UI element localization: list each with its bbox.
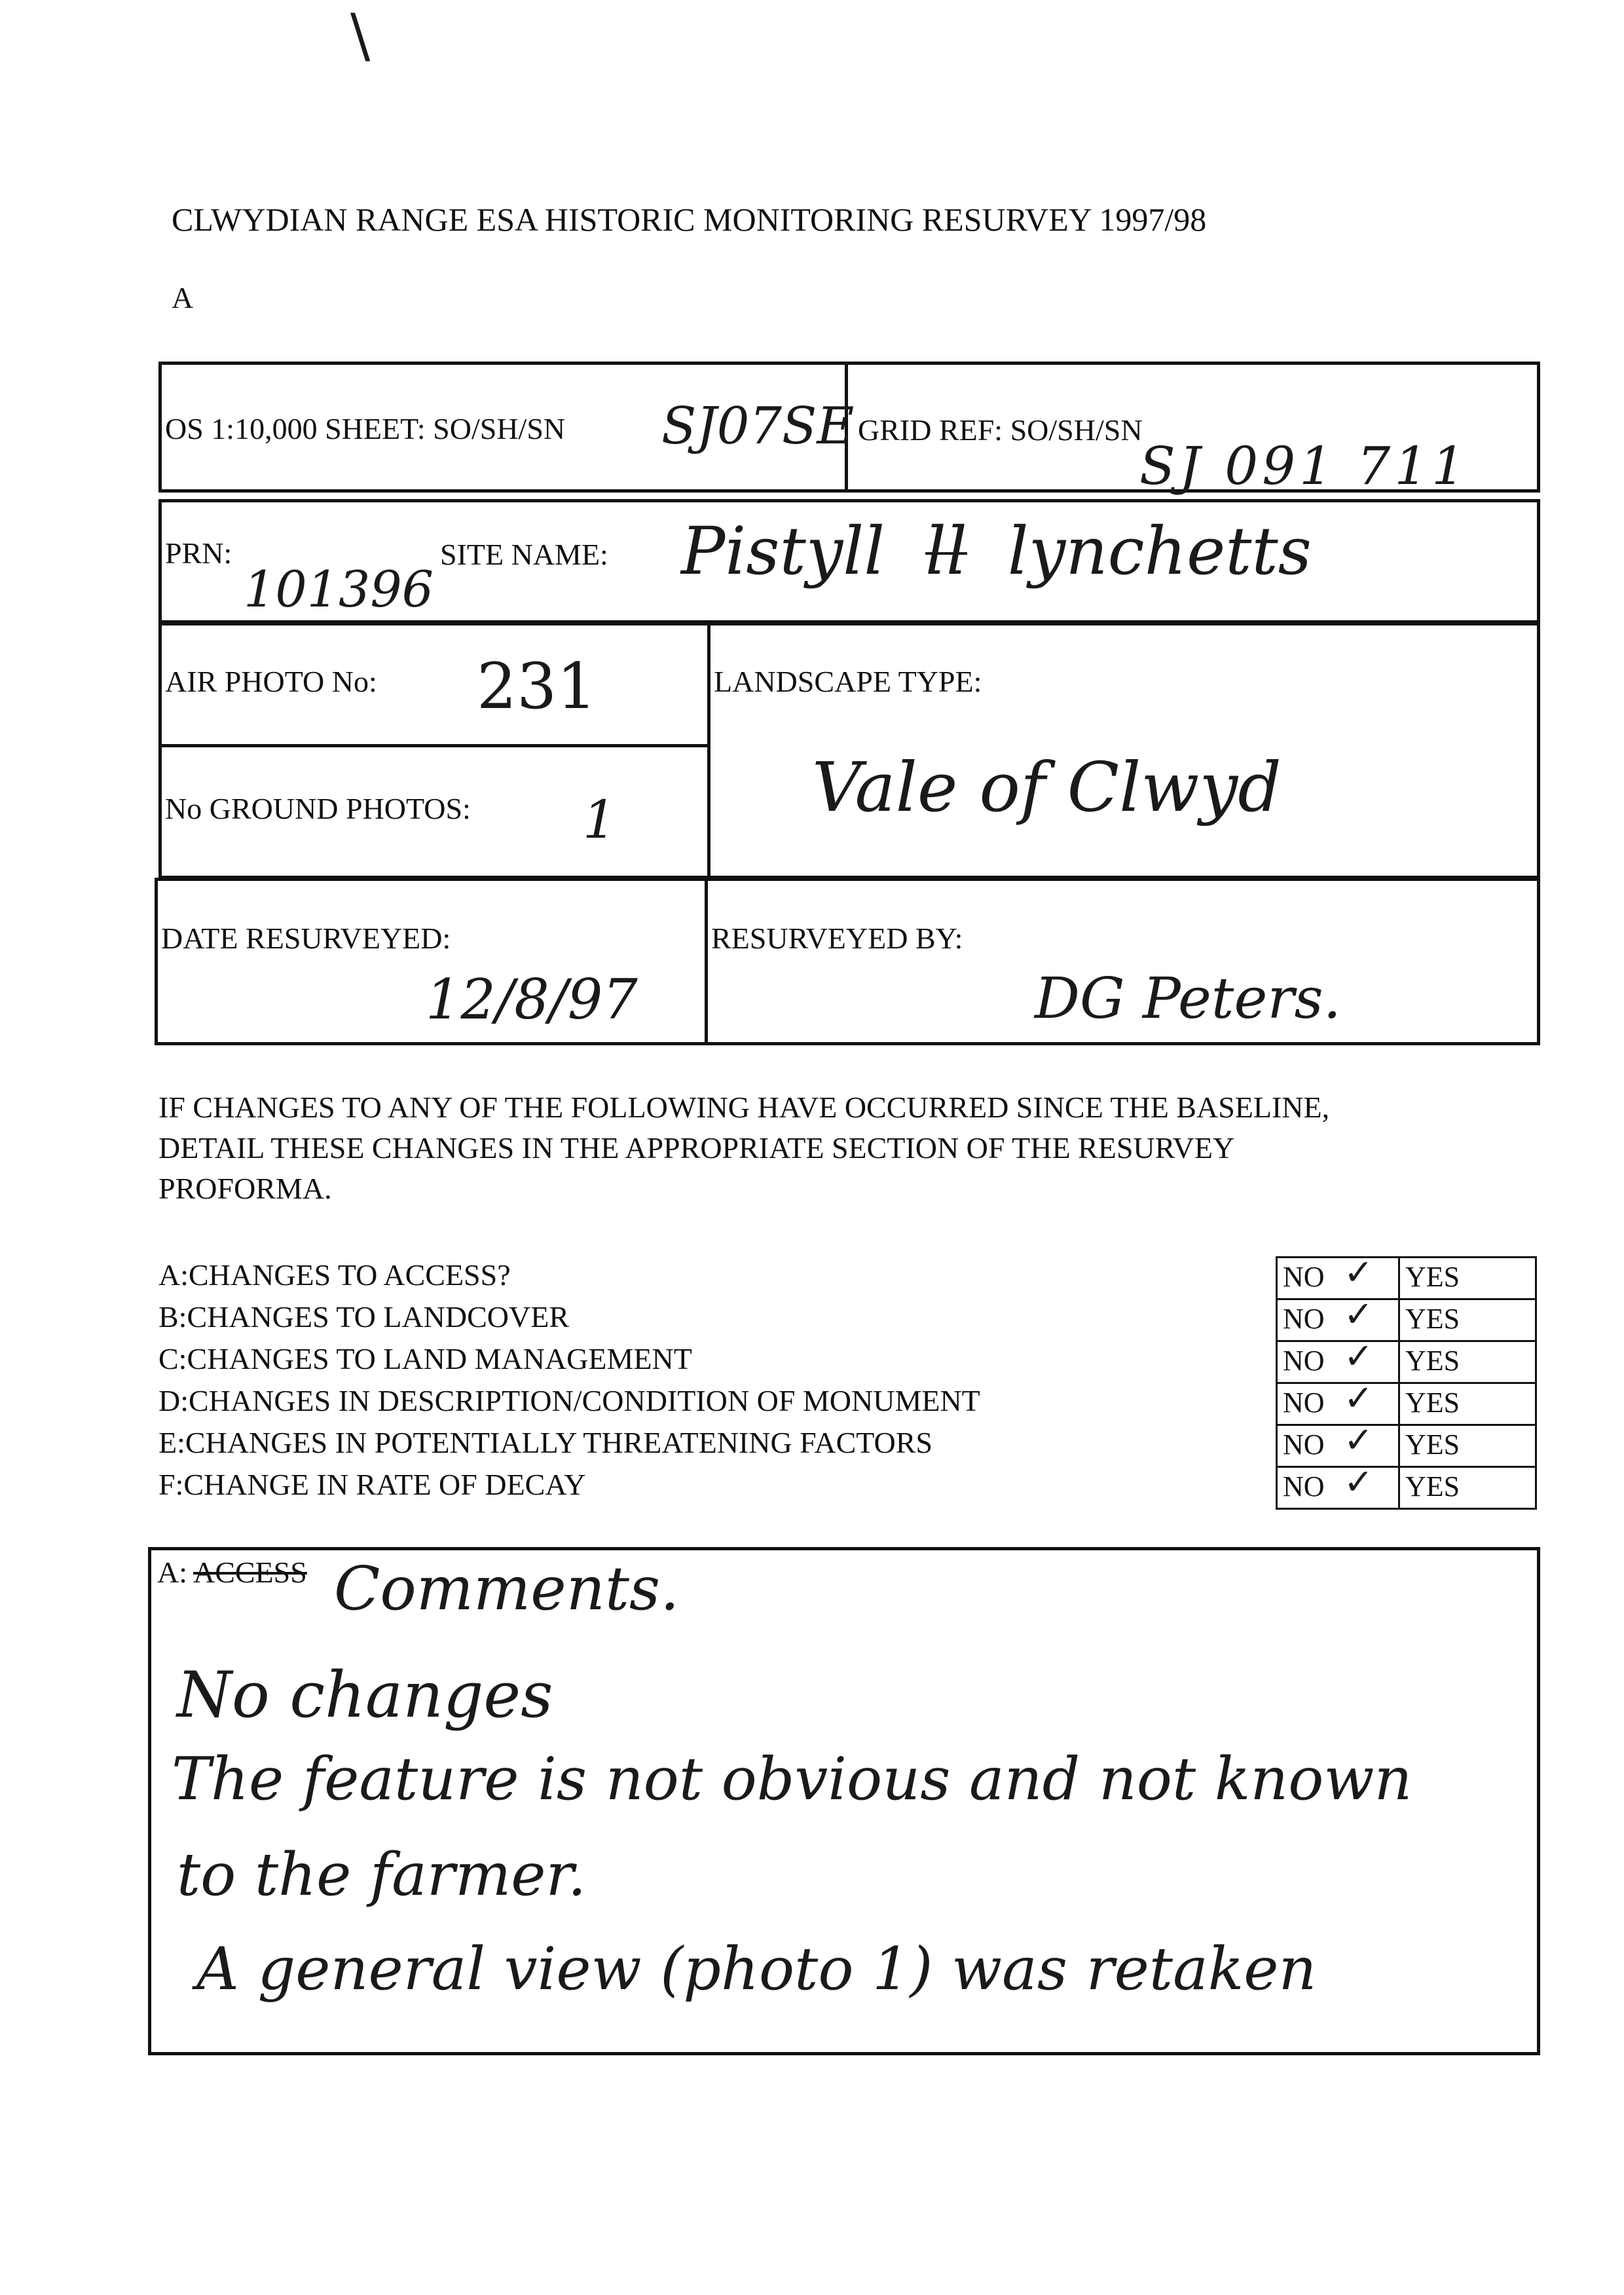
- instructions-line1: IF CHANGES TO ANY OF THE FOLLOWING HAVE OCCURRED SINCE THE BASELINE,: [158, 1091, 1330, 1124]
- ground-photos-label: No GROUND PHOTOS:: [165, 792, 471, 825]
- site-name-value[interactable]: [681, 513, 1312, 589]
- yes-label: YES: [1405, 1345, 1460, 1377]
- landscape-type-label: LANDSCAPE TYPE:: [714, 665, 982, 698]
- comments-label-prefix: A:: [157, 1556, 193, 1589]
- ground-photos-value[interactable]: 1: [583, 789, 616, 850]
- comments-line3[interactable]: to the farmer.: [177, 1840, 587, 1909]
- comments-label-hand: Comments.: [334, 1554, 680, 1624]
- yes-checkbox[interactable]: [1398, 1256, 1537, 1300]
- date-label: DATE RESURVEYED:: [161, 922, 451, 955]
- stray-pen-mark: \: [350, 1, 371, 70]
- comments-line2[interactable]: The feature is not obvious and not known: [172, 1745, 1412, 1814]
- change-label: B:CHANGES TO LANDCOVER: [158, 1300, 570, 1334]
- prn-value[interactable]: 101396: [244, 560, 434, 618]
- check-mark-icon: ✓: [1344, 1377, 1374, 1419]
- yes-checkbox[interactable]: [1398, 1466, 1537, 1510]
- yes-label: YES: [1405, 1428, 1460, 1461]
- photo-row-divider: [158, 744, 709, 747]
- yes-checkbox[interactable]: [1398, 1340, 1537, 1384]
- no-label: NO: [1283, 1387, 1325, 1419]
- site-name-part1: Pistyll: [681, 513, 885, 589]
- yes-checkbox[interactable]: [1398, 1424, 1537, 1468]
- site-name-label: SITE NAME:: [440, 538, 608, 571]
- comments-line1[interactable]: No changes: [177, 1658, 553, 1732]
- no-label: NO: [1283, 1345, 1325, 1377]
- site-name-struck: ll: [925, 513, 967, 589]
- page-title: CLWYDIAN RANGE ESA HISTORIC MONITORING RESURVEY 1997/98: [172, 201, 1207, 238]
- no-label: NO: [1283, 1470, 1325, 1502]
- check-mark-icon: ✓: [1344, 1419, 1374, 1461]
- no-checkbox[interactable]: [1276, 1419, 1400, 1468]
- comments-line4[interactable]: A general view (photo 1) was retaken: [196, 1935, 1317, 2004]
- section-letter: A: [172, 281, 194, 314]
- no-label: NO: [1283, 1303, 1325, 1335]
- no-label: NO: [1283, 1428, 1325, 1461]
- os-sheet-value[interactable]: SJ07SE: [661, 397, 855, 456]
- yes-label: YES: [1405, 1261, 1460, 1293]
- resurveyed-by-label: RESURVEYED BY:: [711, 922, 963, 955]
- grid-ref-label: GRID REF: SO/SH/SN: [858, 413, 1143, 447]
- check-mark-icon: ✓: [1344, 1252, 1374, 1293]
- no-checkbox[interactable]: [1276, 1461, 1400, 1510]
- yes-label: YES: [1405, 1303, 1460, 1335]
- yes-label: YES: [1405, 1470, 1460, 1502]
- yes-label: YES: [1405, 1387, 1460, 1419]
- no-checkbox[interactable]: [1276, 1335, 1400, 1384]
- change-label: E:CHANGES IN POTENTIALLY THREATENING FACTORS: [158, 1426, 933, 1459]
- check-mark-icon: ✓: [1344, 1294, 1374, 1335]
- yes-checkbox[interactable]: [1398, 1382, 1537, 1426]
- date-value[interactable]: 12/8/97: [426, 967, 638, 1032]
- comments-label: [157, 1558, 307, 1588]
- check-mark-icon: ✓: [1344, 1461, 1374, 1502]
- change-label: C:CHANGES TO LAND MANAGEMENT: [158, 1342, 692, 1375]
- prn-label: PRN:: [165, 536, 232, 570]
- no-checkbox[interactable]: [1276, 1294, 1400, 1342]
- comments-label-struck: ACCESS: [193, 1556, 307, 1589]
- resurveyed-by-value[interactable]: DG Peters.: [1035, 966, 1341, 1032]
- change-label: F:CHANGE IN RATE OF DECAY: [158, 1468, 586, 1501]
- grid-ref-value[interactable]: SJ 091 711: [1139, 436, 1469, 496]
- yes-checkbox[interactable]: [1398, 1298, 1537, 1342]
- no-label: NO: [1283, 1261, 1325, 1293]
- instructions-line3: PROFORMA.: [158, 1172, 332, 1205]
- date-row-divider: [705, 878, 708, 1045]
- landscape-type-value[interactable]: Vale of Clwyd: [812, 747, 1282, 827]
- photo-landscape-divider: [707, 622, 710, 879]
- no-checkbox[interactable]: [1276, 1377, 1400, 1426]
- no-checkbox[interactable]: [1276, 1252, 1400, 1300]
- check-mark-icon: ✓: [1344, 1335, 1374, 1377]
- change-label: D:CHANGES IN DESCRIPTION/CONDITION OF MONUMENT: [158, 1384, 980, 1417]
- air-photo-label: AIR PHOTO No:: [165, 665, 377, 698]
- os-sheet-label: OS 1:10,000 SHEET: SO/SH/SN: [165, 412, 566, 445]
- instructions-line2: DETAIL THESE CHANGES IN THE APPROPRIATE SECTION OF THE RESURVEY: [158, 1131, 1235, 1165]
- change-label: A:CHANGES TO ACCESS?: [158, 1258, 511, 1292]
- site-name-part2: lynchetts: [1007, 513, 1312, 589]
- air-photo-value[interactable]: 231: [477, 650, 597, 723]
